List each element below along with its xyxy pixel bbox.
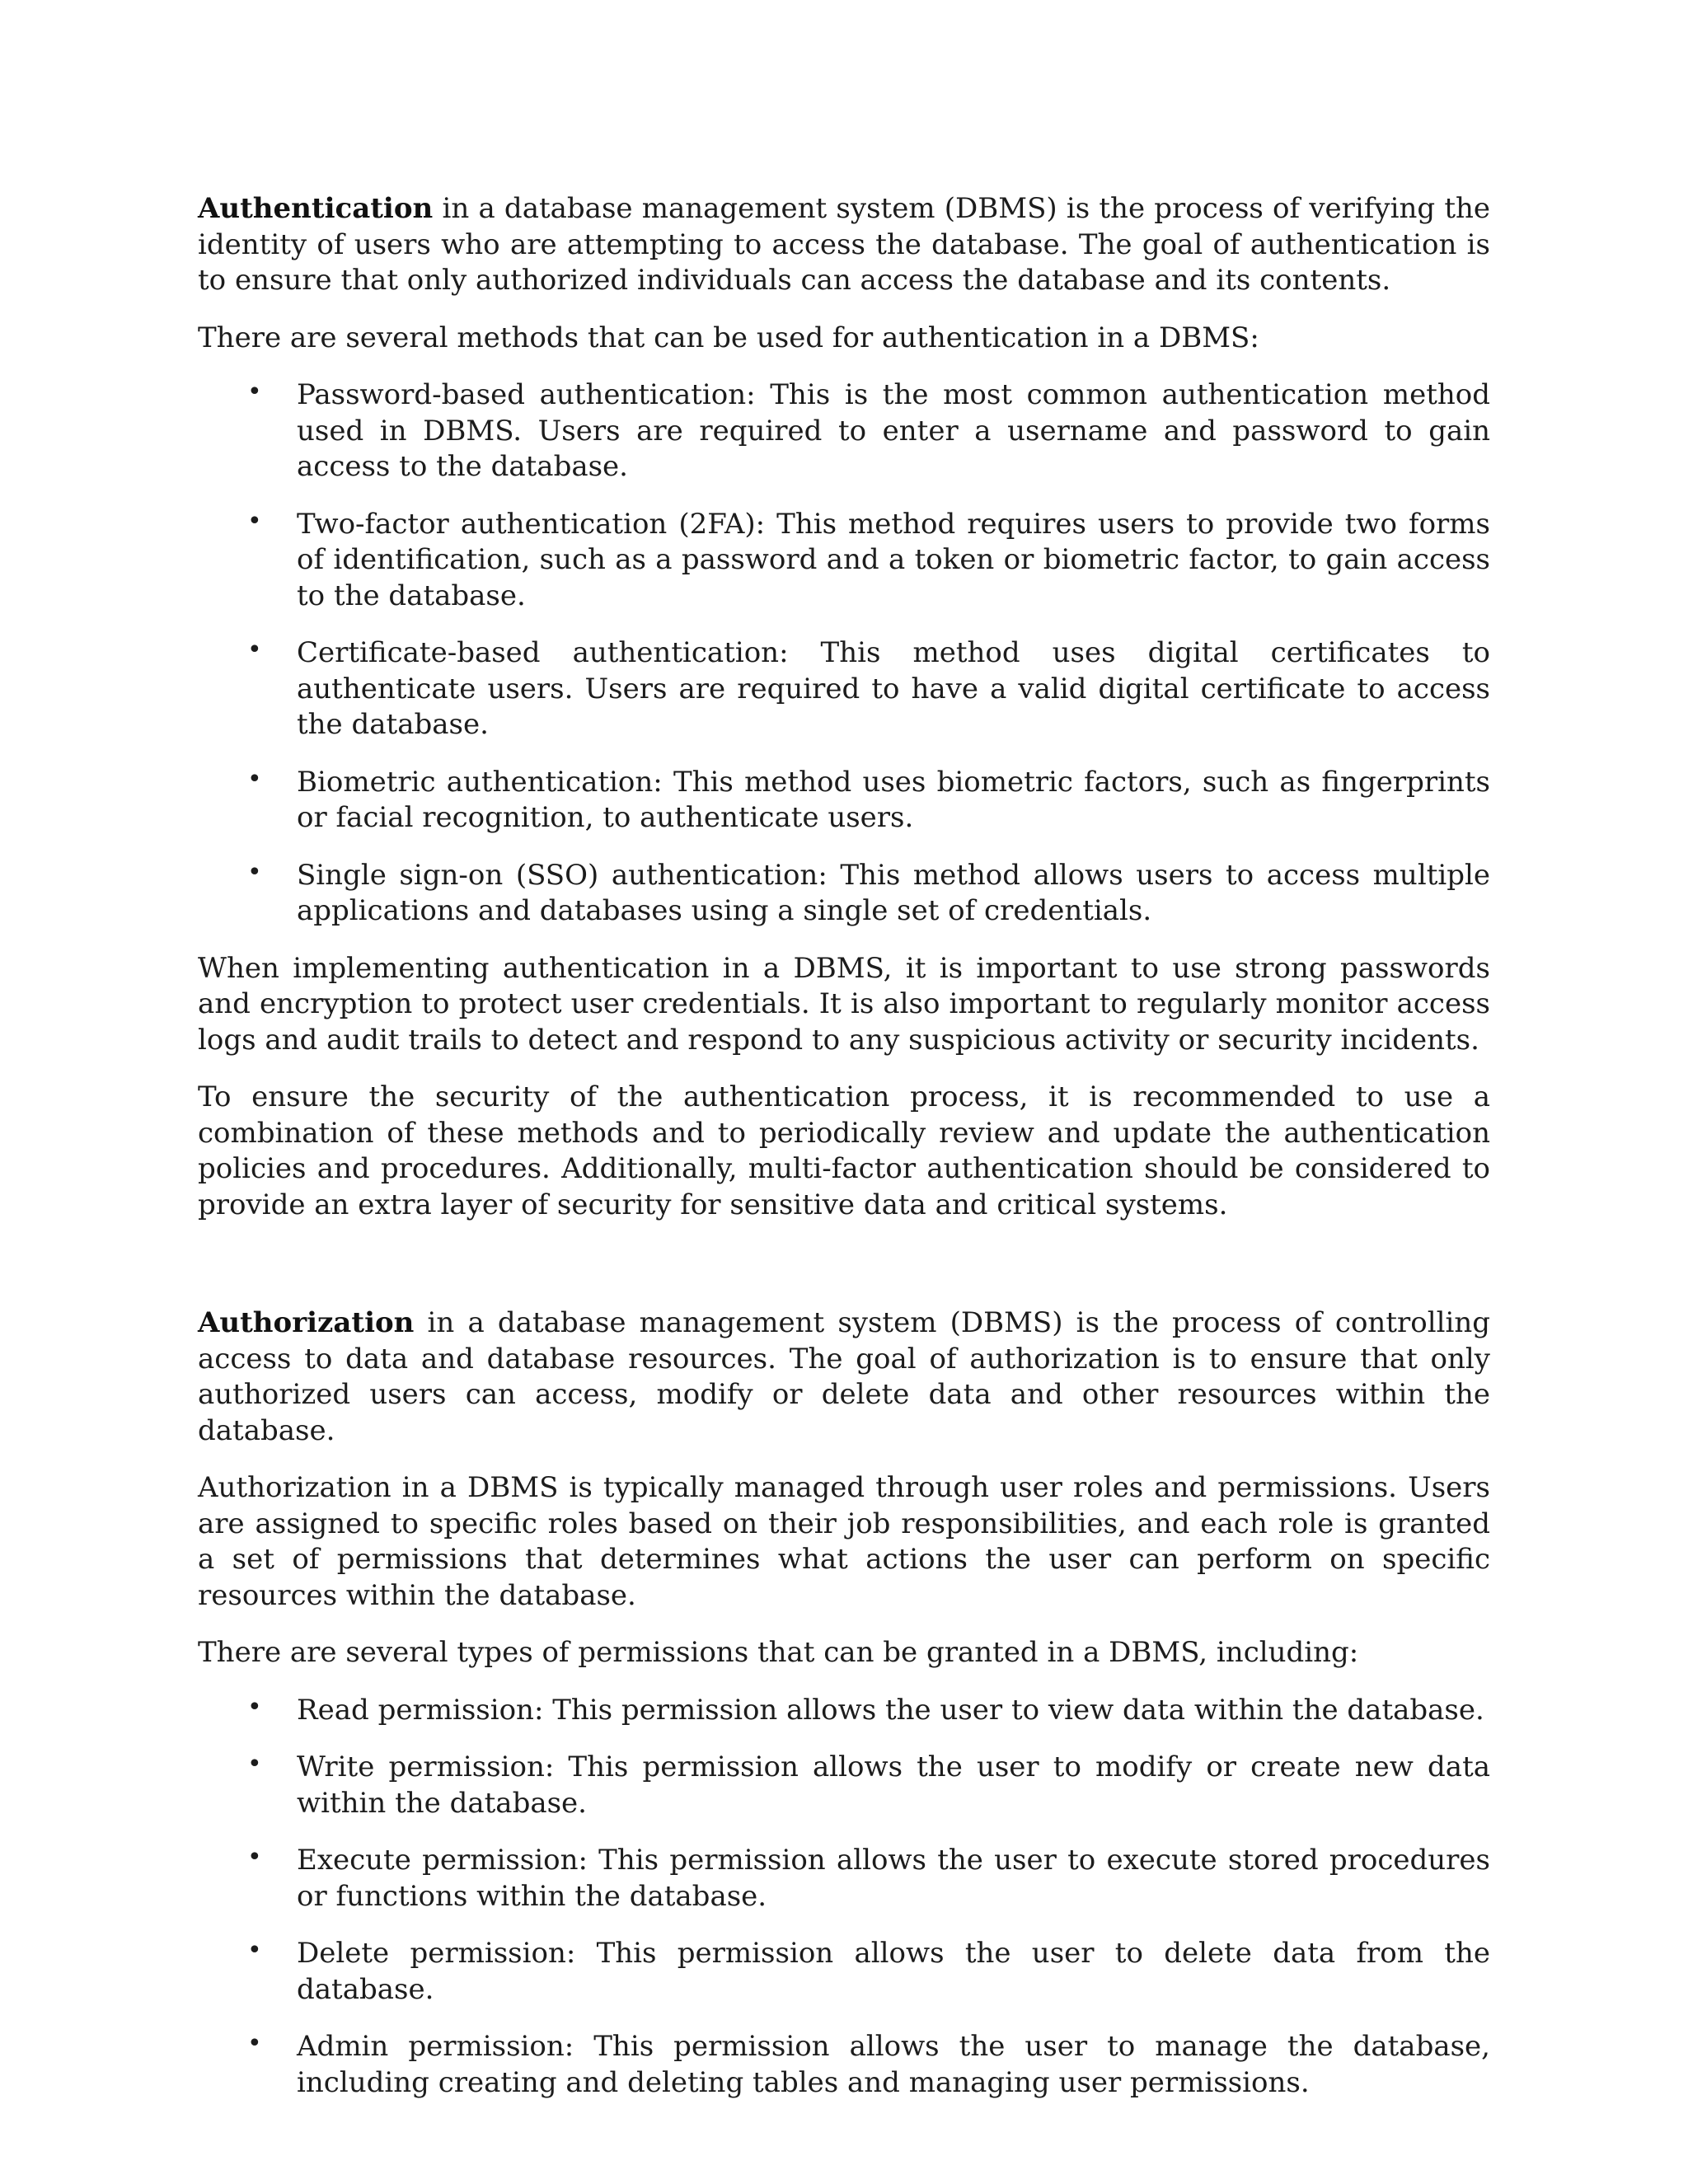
authentication-implementing-paragraph: When implementing authentication in a DBMS, it is important to use strong passwords and encryption to protect user credentials. It is also important to regularly monitor access logs and audit trails to detect and respond to any suspicious activity or security incidents. bbox=[198, 951, 1490, 1057]
bullet-icon: • bbox=[247, 857, 262, 887]
list-item bbox=[198, 1936, 1490, 2008]
bullet-icon: • bbox=[247, 1843, 262, 1872]
list-item bbox=[198, 377, 1490, 485]
authentication-ensure-paragraph: To ensure the security of the authentication process, it is recommended to use a combination of these methods and to periodically review and update the authentication policies and procedures. Additionally, multi-factor authentication should be considered to provide an extra layer of security for sensitive data and critical systems. bbox=[198, 1080, 1490, 1221]
list-item bbox=[198, 1750, 1490, 1821]
bullet-icon: • bbox=[247, 1936, 262, 1965]
bullet-icon: • bbox=[247, 1750, 262, 1779]
bullet-icon: • bbox=[247, 377, 262, 406]
list-item bbox=[198, 635, 1490, 743]
authentication-methods-intro: There are several methods that can be used for authentication in a DBMS: bbox=[198, 321, 1259, 354]
list-item-text: Write permission: This permission allows the user to modify or create new data within the database. bbox=[297, 1750, 1490, 1820]
document-page bbox=[198, 191, 1490, 2122]
list-item bbox=[198, 2029, 1490, 2101]
list-item-text: Password-based authentication: This is the most common authentication method used in DBMS. Users are required to enter a username and password to gain access to the database. bbox=[297, 378, 1490, 483]
bullet-icon: • bbox=[247, 506, 262, 536]
section-spacer bbox=[198, 1244, 1490, 1305]
bullet-icon: • bbox=[247, 2029, 262, 2058]
authorization-permissions-list bbox=[198, 1693, 1490, 2102]
authentication-term: Authentication bbox=[198, 192, 434, 225]
list-item-text: Certificate-based authentication: This method uses digital certificates to authenticate users. Users are required to have a valid digital certificate to access the database. bbox=[297, 636, 1490, 741]
list-item bbox=[198, 1843, 1490, 1915]
list-item-text: Admin permission: This permission allows the user to manage the database, including creating and deleting tables and managing user permissions. bbox=[297, 2030, 1490, 2099]
list-item-text: Read permission: This permission allows the user to view data within the database. bbox=[297, 1693, 1484, 1727]
list-item-text: Execute permission: This permission allows the user to execute stored procedures or functions within the database. bbox=[297, 1844, 1490, 1913]
authentication-intro bbox=[198, 191, 1490, 299]
list-item-text: Biometric authentication: This method uses biometric factors, such as fingerprints or facial recognition, to authenticate users. bbox=[297, 765, 1490, 834]
list-item bbox=[198, 858, 1490, 930]
authorization-roles-paragraph: Authorization in a DBMS is typically managed through user roles and permissions. Users are assigned to specific roles based on their job responsibilities, and each role is granted a set of permissions that determines what actions the user can perform on specific resources within the database. bbox=[198, 1471, 1490, 1612]
authorization-permissions-intro: There are several types of permissions that can be granted in a DBMS, including: bbox=[198, 1636, 1359, 1669]
list-item bbox=[198, 765, 1490, 837]
list-item bbox=[198, 1693, 1490, 1729]
list-item-text: Delete permission: This permission allows the user to delete data from the database. bbox=[297, 1937, 1490, 2006]
authentication-methods-list bbox=[198, 377, 1490, 930]
list-item-text: Two-factor authentication (2FA): This method requires users to provide two forms of identification, such as a password and a token or biometric factor, to gain access to the database. bbox=[297, 507, 1490, 612]
bullet-icon: • bbox=[247, 764, 262, 794]
bullet-icon: • bbox=[247, 635, 262, 664]
list-item bbox=[198, 507, 1490, 615]
authorization-intro-text: in a database management system (DBMS) is the process of controlling access to data and database resources. The goal of authorization is to ensure that only authorized users can access, modify or delete data and other resources within the database. bbox=[198, 1306, 1490, 1447]
authorization-intro bbox=[198, 1305, 1490, 1449]
bullet-icon: • bbox=[247, 1692, 262, 1722]
authentication-intro-text: in a database management system (DBMS) is the process of verifying the identity of users who are attempting to access the database. The goal of authentication is to ensure that only authorized individuals can access the database and its contents. bbox=[198, 192, 1490, 297]
list-item-text: Single sign-on (SSO) authentication: This method allows users to access multiple applications and databases using a single set of credentials. bbox=[297, 858, 1490, 927]
authorization-term: Authorization bbox=[198, 1306, 415, 1339]
